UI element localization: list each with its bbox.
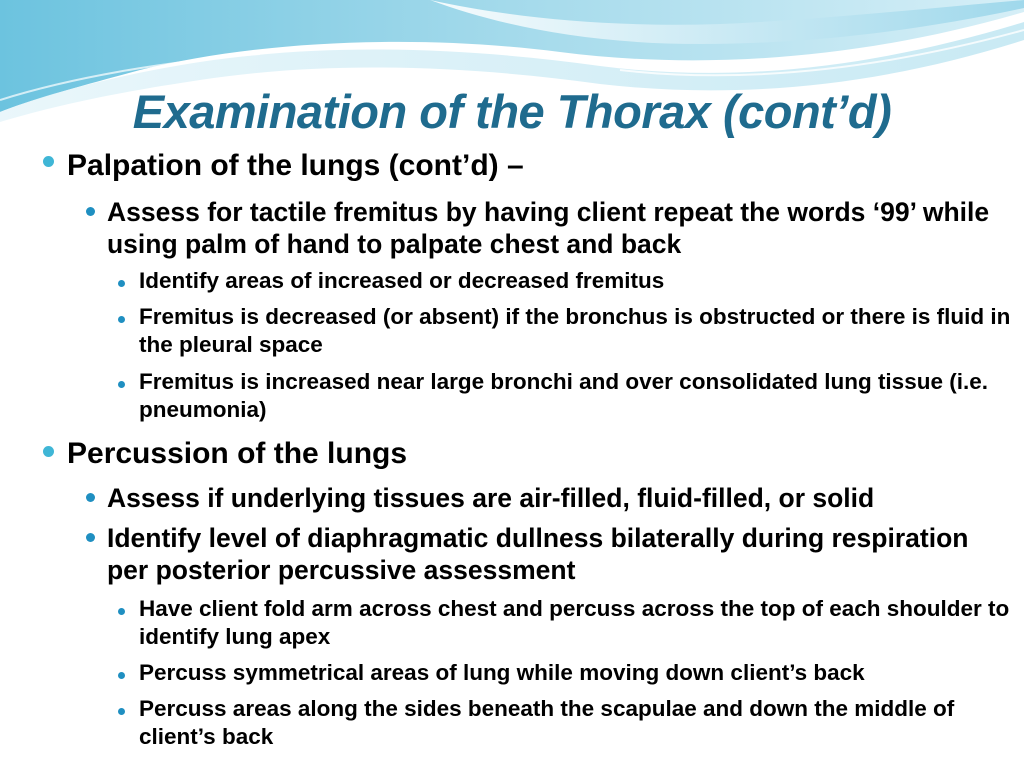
bullet-icon [86,533,95,542]
bullet-icon [118,608,125,615]
bullet-icon [118,316,125,323]
bullet-fremitus-increased: Fremitus is increased near large bronchi and over consolidated lung tissue (i.e. pneumonia) [139,369,988,422]
bullet-icon [118,381,125,388]
bullet-symmetrical-areas: Percuss symmetrical areas of lung while moving down client’s back [139,660,865,685]
bullet-diaphragmatic-dullness: Identify level of diaphragmatic dullness bilaterally during respiration per posterior percussive assessment [107,523,969,585]
bullet-icon [118,708,125,715]
bullet-icon [86,493,95,502]
bullet-icon [118,280,125,287]
bullet-icon [118,672,125,679]
bullet-identify-fremitus: Identify areas of increased or decreased fremitus [139,268,665,293]
bullet-fremitus-decreased: Fremitus is decreased (or absent) if the bronchus is obstructed or there is fluid in the pleural space [139,304,1011,357]
bullet-palpation: Palpation of the lungs (cont’d) – [67,149,524,182]
bullet-icon [43,446,54,457]
bullet-underlying-tissues: Assess if underlying tissues are air-filled, fluid-filled, or solid [107,483,875,513]
bullet-icon [43,156,54,167]
bullet-sides-scapulae: Percuss areas along the sides beneath the scapulae and down the middle of client’s back [139,696,955,749]
bullet-fold-arm: Have client fold arm across chest and percuss across the top of each shoulder to identify lung apex [139,596,1010,649]
slide-title: Examination of the Thorax (cont’d) [132,85,892,138]
bullet-tactile-fremitus: Assess for tactile fremitus by having client repeat the words ‘99’ while using palm of hand to palpate chest and back [107,197,990,259]
bullet-percussion: Percussion of the lungs [67,437,408,470]
bullet-icon [86,207,95,216]
